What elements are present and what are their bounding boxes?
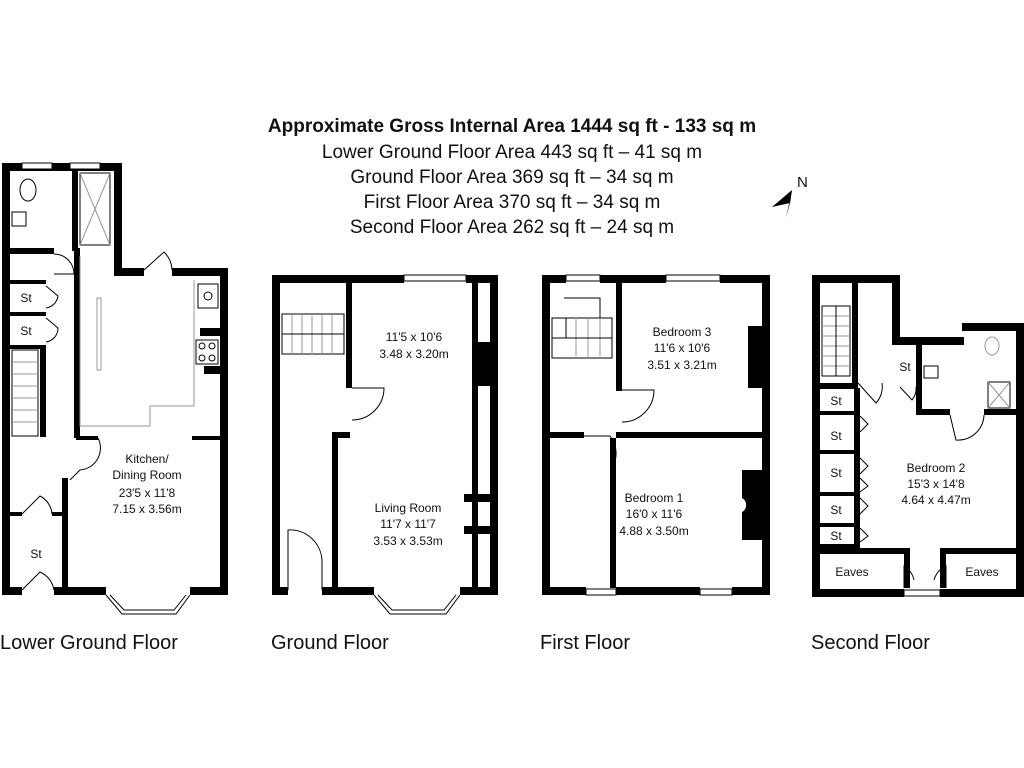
wall [892, 337, 964, 345]
door [622, 390, 654, 422]
window [566, 275, 600, 281]
bay-window [378, 595, 456, 610]
door [54, 254, 74, 274]
toilet-icon [985, 337, 999, 355]
bedroom1-size-metric: 4.88 x 3.50m [619, 524, 689, 538]
wall [52, 512, 66, 516]
wall [490, 275, 498, 595]
door [22, 496, 52, 514]
store-label: St [830, 503, 842, 517]
compass-north-label: N [797, 174, 808, 191]
window [700, 589, 732, 595]
door [900, 387, 916, 400]
wall [346, 283, 352, 388]
wall [72, 171, 78, 251]
eaves-label: Eaves [965, 565, 999, 579]
wall [962, 323, 1024, 331]
wall [820, 548, 910, 554]
door [144, 252, 172, 270]
store-label: St [20, 291, 32, 305]
wall [220, 268, 228, 595]
second-floor-plan [812, 275, 1024, 597]
basin-icon [924, 366, 938, 378]
wall [200, 328, 220, 336]
door [860, 458, 868, 474]
room-size-metric: 3.48 x 3.20m [379, 347, 449, 361]
wall [542, 587, 586, 595]
living-room-size-metric: 3.53 x 3.53m [373, 534, 443, 548]
wall [2, 163, 122, 171]
hob-icon [196, 340, 218, 364]
compass-icon [772, 174, 808, 218]
wall [820, 523, 854, 527]
wall [272, 275, 404, 283]
wall [114, 268, 144, 276]
store-label: St [830, 466, 842, 480]
ground-floor-label: Ground Floor [271, 632, 389, 654]
wall [74, 248, 80, 438]
hob-ring-icon [209, 355, 215, 361]
wall [940, 589, 1024, 597]
first-floor-plan [542, 275, 770, 595]
door [70, 438, 100, 480]
bedroom1-size-imperial: 16'0 x 11'6 [625, 507, 683, 521]
kitchen-size-imperial: 23'5 x 11'8 [118, 486, 176, 500]
wall [464, 526, 490, 534]
living-room-name: Living Room [374, 501, 442, 515]
door [46, 318, 58, 342]
ground-area-line: Ground Floor Area 369 sq ft – 34 sq m [350, 167, 674, 188]
window [904, 590, 940, 596]
living-room-size-imperial: 11'7 x 11'7 [380, 517, 436, 531]
wall [172, 268, 228, 276]
kitchen-name: Kitchen/ [125, 452, 169, 466]
wall [10, 312, 46, 316]
staircase [282, 314, 344, 354]
door [860, 498, 868, 514]
ground-floor-plan [272, 275, 498, 614]
wall [916, 345, 922, 415]
wall [322, 587, 374, 595]
wall [616, 432, 764, 438]
bedroom3-name: Bedroom 3 [652, 325, 712, 339]
lower-ground-floor-plan [2, 163, 228, 614]
door [860, 478, 868, 492]
bay-window [110, 595, 186, 610]
wall [332, 432, 350, 438]
wall [812, 275, 820, 597]
wall [820, 450, 854, 454]
window [666, 275, 720, 281]
wall [272, 275, 280, 595]
window [70, 163, 100, 169]
store-label: St [830, 394, 842, 408]
door [288, 530, 322, 590]
lower-ground-area-line: Lower Ground Floor Area 443 sq ft – 41 sq m [321, 142, 703, 163]
wall [550, 432, 584, 438]
window [404, 275, 466, 281]
bedroom2-size-metric: 4.64 x 4.47m [901, 493, 971, 507]
wall [40, 349, 46, 437]
second-floor-label: Second Floor [811, 632, 930, 654]
first-floor-label: First Floor [540, 632, 630, 654]
wall [460, 587, 498, 595]
wall [464, 494, 490, 502]
staircase [822, 306, 850, 376]
wall [114, 163, 122, 275]
hob-ring-icon [199, 343, 205, 349]
wall [190, 587, 228, 595]
wall [10, 512, 22, 516]
wall [940, 548, 1016, 554]
wall [76, 436, 98, 440]
bedroom2-name: Bedroom 2 [906, 461, 966, 475]
basin-icon [12, 212, 26, 226]
wall [332, 432, 338, 592]
window [22, 163, 52, 169]
window [586, 589, 616, 595]
chimney-breast [748, 326, 764, 388]
fireplace [742, 470, 762, 540]
sink-drain-icon [204, 292, 212, 300]
wall [10, 345, 46, 349]
wall [732, 587, 770, 595]
wall [192, 436, 220, 440]
store-label: St [20, 324, 32, 338]
door [950, 415, 984, 440]
kitchen-counter [97, 298, 101, 370]
second-area-line: Second Floor Area 262 sq ft – 24 sq m [349, 217, 675, 238]
door [46, 286, 58, 308]
wall [54, 587, 106, 595]
door [860, 528, 868, 542]
wall [2, 163, 10, 595]
wall [616, 587, 700, 595]
wall [2, 587, 22, 595]
kitchen-size-metric: 7.15 x 3.56m [112, 502, 182, 516]
wall [820, 492, 854, 496]
bedroom1-name: Bedroom 1 [624, 491, 684, 505]
wall [616, 283, 622, 391]
wall [854, 388, 860, 544]
wall [542, 275, 550, 595]
door [352, 388, 384, 420]
hob-ring-icon [209, 343, 215, 349]
wall [820, 383, 858, 389]
wall [916, 409, 950, 415]
wall [852, 283, 858, 383]
wall [204, 366, 220, 374]
wall [1016, 323, 1024, 597]
toilet-icon [20, 179, 36, 201]
wall [812, 275, 900, 283]
wall [892, 275, 900, 345]
wall [272, 587, 288, 595]
first-area-line: First Floor Area 370 sq ft – 34 sq m [363, 192, 661, 213]
door [22, 572, 54, 590]
wall [472, 283, 478, 593]
room-size-imperial: 11'5 x 10'6 [385, 330, 443, 344]
sink-icon [198, 284, 218, 308]
staircase [12, 350, 38, 436]
wall [10, 248, 54, 254]
store-label: St [830, 529, 842, 543]
lower-ground-floor-label: Lower Ground Floor [0, 632, 178, 654]
staircase [552, 298, 612, 358]
gross-area-title: Approximate Gross Internal Area 1444 sq ft - 133 sq m [267, 116, 757, 137]
wall [820, 411, 854, 415]
store-label: St [899, 360, 911, 374]
hob-ring-icon [199, 355, 205, 361]
chimney-breast [474, 342, 490, 386]
door [858, 383, 882, 403]
wall [62, 478, 68, 594]
wall [984, 409, 1016, 415]
kitchen-name: Dining Room [112, 468, 182, 482]
wall [812, 589, 904, 597]
store-label: St [830, 429, 842, 443]
bedroom3-size-metric: 3.51 x 3.21m [647, 358, 717, 372]
bedroom2-size-imperial: 15'3 x 14'8 [907, 477, 965, 491]
door [860, 416, 868, 432]
store-label: St [30, 547, 42, 561]
bedroom3-size-imperial: 11'6 x 10'6 [653, 341, 711, 355]
wall [542, 275, 566, 283]
wall [10, 280, 46, 284]
wall [600, 275, 666, 283]
eaves-label: Eaves [835, 565, 869, 579]
